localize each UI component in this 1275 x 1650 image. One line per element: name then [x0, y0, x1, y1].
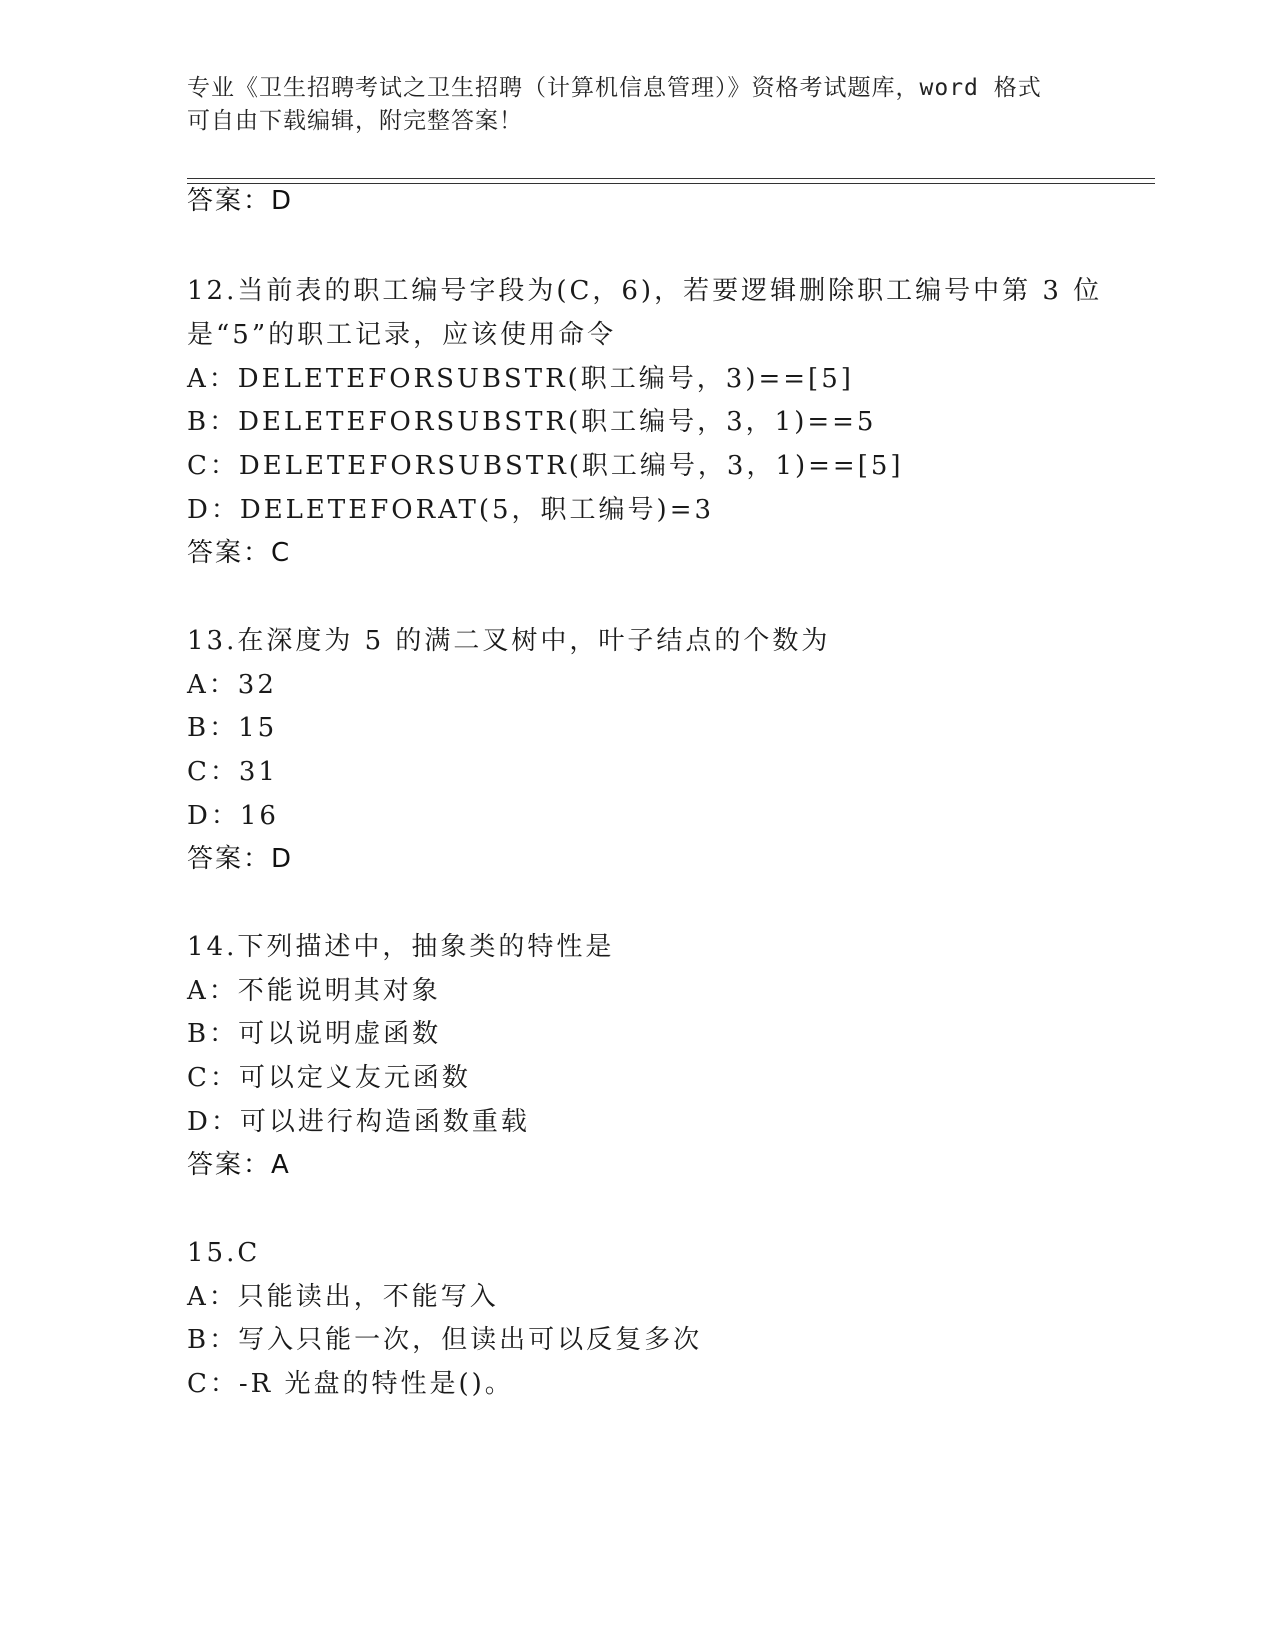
- question-15-stem-1: 15.C: [187, 1238, 261, 1268]
- question-14-option-d: D：可以进行构造函数重载: [187, 1107, 530, 1137]
- question-12-option-b: B：DELETEFORSUBSTR(职工编号，3，1)==5: [187, 407, 877, 437]
- question-14-stem-1: 14.下列描述中，抽象类的特性是: [187, 932, 615, 962]
- question-12-option-d: D：DELETEFORAT(5，职工编号)=3: [187, 495, 715, 525]
- header-rule-thick: [187, 178, 1155, 179]
- question-12-option-c: C：DELETEFORSUBSTR(职工编号，3，1)==[5]: [187, 451, 904, 481]
- answer-line: 答案：D: [187, 186, 294, 216]
- question-13-option-d: D：16: [187, 801, 279, 831]
- question-13-option-c: C：31: [187, 757, 278, 787]
- question-13-option-b: B：15: [187, 713, 278, 743]
- question-15-option-a: A：只能读出，不能写入: [187, 1282, 499, 1312]
- question-13-answer: 答案：D: [187, 844, 294, 874]
- question-12-answer: 答案：C: [187, 538, 292, 568]
- question-14-answer: 答案：A: [187, 1150, 291, 1180]
- question-14-option-b: B：可以说明虚函数: [187, 1019, 442, 1049]
- question-13-option-a: A：32: [187, 670, 277, 700]
- question-12-stem-2: 是“5”的职工记录，应该使用命令: [187, 320, 617, 350]
- header-line-2: 可自由下载编辑，附完整答案！: [187, 108, 523, 134]
- question-14-option-a: A：不能说明其对象: [187, 976, 441, 1006]
- question-13-stem-1: 13.在深度为 5 的满二叉树中，叶子结点的个数为: [187, 626, 831, 656]
- header-line-1: 专业《卫生招聘考试之卫生招聘（计算机信息管理）》资格考试题库，word 格式: [187, 75, 1042, 101]
- question-12-option-a: A：DELETEFORSUBSTR(职工编号，3)==[5]: [187, 364, 854, 394]
- document-header: [187, 72, 1087, 138]
- header-rule-thin: [187, 183, 1155, 184]
- question-12-stem-1: 12.当前表的职工编号字段为(C，6)，若要逻辑删除职工编号中第 3 位: [187, 276, 1103, 306]
- question-15-option-b: B：写入只能一次，但读出可以反复多次: [187, 1325, 703, 1355]
- question-14-option-c: C：可以定义友元函数: [187, 1063, 471, 1093]
- question-15-option-c: C：-R 光盘的特性是()。: [187, 1369, 514, 1399]
